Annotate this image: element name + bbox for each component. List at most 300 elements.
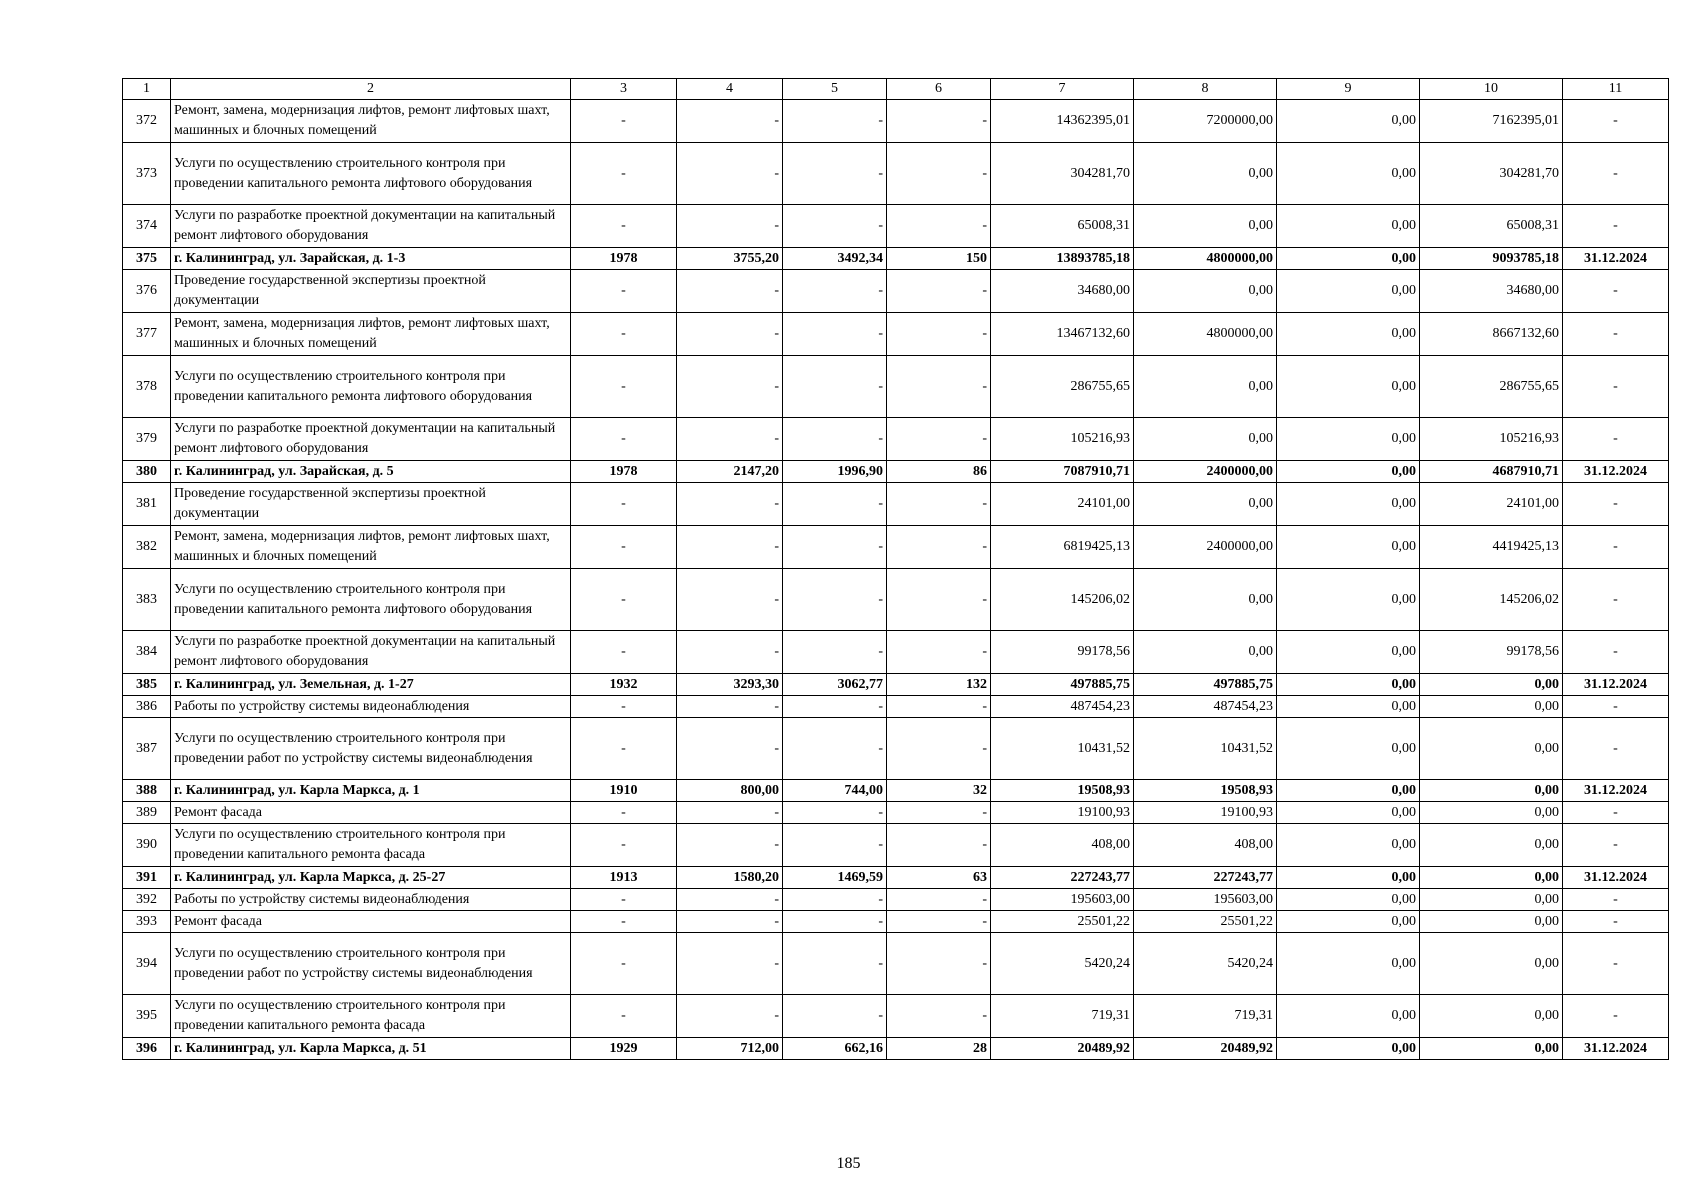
total-cost-cell: 195603,00 [991,889,1134,911]
item-name-cell: г. Калининград, ул. Зарайская, д. 5 [171,461,571,483]
data-table [122,78,1669,1060]
address-row [123,780,1669,802]
living-area-cell: - [783,933,887,995]
year-cell: - [571,995,677,1038]
residents-cell: - [887,995,991,1038]
table-row [123,143,1669,205]
residents-cell: - [887,418,991,461]
total-area-cell: 3755,20 [677,248,783,270]
cost-col9-cell: 0,00 [1277,143,1420,205]
cost-col9-cell: 0,00 [1277,889,1420,911]
year-cell: - [571,933,677,995]
cost-col9-cell: 0,00 [1277,313,1420,356]
year-cell: - [571,356,677,418]
total-cost-cell: 304281,70 [991,143,1134,205]
header-row [123,79,1669,100]
cost-col10-cell: 0,00 [1420,718,1563,780]
item-name-cell: г. Калининград, ул. Карла Маркса, д. 1 [171,780,571,802]
cost-col8-cell: 0,00 [1134,483,1277,526]
year-cell: - [571,802,677,824]
cost-col10-cell: 0,00 [1420,995,1563,1038]
deadline-cell: 31.12.2024 [1563,1038,1669,1060]
deadline-cell: 31.12.2024 [1563,461,1669,483]
cost-col8-cell: 19100,93 [1134,802,1277,824]
year-cell: 1913 [571,867,677,889]
table-row [123,802,1669,824]
cost-col8-cell: 0,00 [1134,205,1277,248]
cost-col9-cell: 0,00 [1277,418,1420,461]
cost-col10-cell: 34680,00 [1420,270,1563,313]
item-name-cell: Услуги по осуществлению строительного контроля при проведении капитального ремонта лифтового оборудования [171,143,571,205]
cost-col8-cell: 0,00 [1134,569,1277,631]
residents-cell: - [887,143,991,205]
total-cost-cell: 6819425,13 [991,526,1134,569]
row-number-cell: 387 [123,718,171,780]
row-number-cell: 373 [123,143,171,205]
table-row [123,933,1669,995]
cost-col9-cell: 0,00 [1277,569,1420,631]
cost-col9-cell: 0,00 [1277,867,1420,889]
year-cell: - [571,483,677,526]
cost-col10-cell: 0,00 [1420,674,1563,696]
year-cell: - [571,143,677,205]
cost-col8-cell: 20489,92 [1134,1038,1277,1060]
table-row [123,995,1669,1038]
row-number-cell: 375 [123,248,171,270]
residents-cell: 28 [887,1038,991,1060]
item-name-cell: Проведение государственной экспертизы проектной документации [171,270,571,313]
total-area-cell: 712,00 [677,1038,783,1060]
residents-cell: - [887,100,991,143]
year-cell: - [571,889,677,911]
cost-col8-cell: 497885,75 [1134,674,1277,696]
cost-col9-cell: 0,00 [1277,933,1420,995]
total-area-cell: - [677,143,783,205]
cost-col10-cell: 0,00 [1420,696,1563,718]
item-name-cell: Услуги по осуществлению строительного контроля при проведении работ по устройству системы видеонаблюдения [171,718,571,780]
residents-cell: - [887,483,991,526]
total-area-cell: - [677,270,783,313]
total-area-cell: 3293,30 [677,674,783,696]
item-name-cell: Ремонт, замена, модернизация лифтов, ремонт лифтовых шахт, машинных и блочных помещений [171,313,571,356]
total-cost-cell: 105216,93 [991,418,1134,461]
row-number-cell: 391 [123,867,171,889]
row-number-cell: 382 [123,526,171,569]
residents-cell: - [887,824,991,867]
total-cost-cell: 13893785,18 [991,248,1134,270]
item-name-cell: Проведение государственной экспертизы проектной документации [171,483,571,526]
total-area-cell: - [677,313,783,356]
page-number: 185 [836,1155,861,1172]
row-number-cell: 379 [123,418,171,461]
total-area-cell: - [677,911,783,933]
table-row [123,911,1669,933]
table-row [123,569,1669,631]
total-cost-cell: 34680,00 [991,270,1134,313]
cost-col10-cell: 65008,31 [1420,205,1563,248]
total-cost-cell: 19100,93 [991,802,1134,824]
year-cell: 1910 [571,780,677,802]
row-number-cell: 380 [123,461,171,483]
row-number-cell: 395 [123,995,171,1038]
residents-cell: 63 [887,867,991,889]
table-row [123,270,1669,313]
deadline-cell: - [1563,696,1669,718]
deadline-cell: - [1563,483,1669,526]
living-area-cell: - [783,205,887,248]
deadline-cell: - [1563,569,1669,631]
total-cost-cell: 19508,93 [991,780,1134,802]
address-row [123,1038,1669,1060]
header-cell: 4 [677,79,783,100]
cost-col8-cell: 719,31 [1134,995,1277,1038]
living-area-cell: 662,16 [783,1038,887,1060]
residents-cell: - [887,933,991,995]
table-row [123,631,1669,674]
residents-cell: - [887,911,991,933]
deadline-cell: - [1563,270,1669,313]
cost-col10-cell: 0,00 [1420,802,1563,824]
year-cell: 1978 [571,461,677,483]
deadline-cell: 31.12.2024 [1563,674,1669,696]
row-number-cell: 384 [123,631,171,674]
cost-col9-cell: 0,00 [1277,696,1420,718]
header-cell: 10 [1420,79,1563,100]
cost-col8-cell: 408,00 [1134,824,1277,867]
year-cell: - [571,569,677,631]
header-cell: 9 [1277,79,1420,100]
living-area-cell: - [783,100,887,143]
total-area-cell: - [677,418,783,461]
residents-cell: - [887,631,991,674]
total-area-cell: - [677,696,783,718]
living-area-cell: - [783,313,887,356]
total-cost-cell: 7087910,71 [991,461,1134,483]
total-area-cell: - [677,802,783,824]
living-area-cell: - [783,995,887,1038]
header-cell: 6 [887,79,991,100]
cost-col9-cell: 0,00 [1277,802,1420,824]
total-area-cell: - [677,205,783,248]
deadline-cell: - [1563,100,1669,143]
table-row [123,356,1669,418]
living-area-cell: - [783,270,887,313]
cost-col8-cell: 2400000,00 [1134,526,1277,569]
living-area-cell: - [783,889,887,911]
total-area-cell: - [677,995,783,1038]
cost-col10-cell: 286755,65 [1420,356,1563,418]
cost-col8-cell: 4800000,00 [1134,248,1277,270]
deadline-cell: - [1563,526,1669,569]
address-row [123,867,1669,889]
cost-col8-cell: 4800000,00 [1134,313,1277,356]
cost-col9-cell: 0,00 [1277,824,1420,867]
row-number-cell: 383 [123,569,171,631]
cost-col10-cell: 0,00 [1420,911,1563,933]
year-cell: - [571,313,677,356]
year-cell: - [571,205,677,248]
total-cost-cell: 497885,75 [991,674,1134,696]
cost-col9-cell: 0,00 [1277,100,1420,143]
cost-col9-cell: 0,00 [1277,718,1420,780]
row-number-cell: 394 [123,933,171,995]
year-cell: - [571,824,677,867]
cost-col10-cell: 105216,93 [1420,418,1563,461]
cost-col8-cell: 5420,24 [1134,933,1277,995]
total-area-cell: - [677,483,783,526]
year-cell: - [571,631,677,674]
cost-col10-cell: 304281,70 [1420,143,1563,205]
deadline-cell: - [1563,995,1669,1038]
row-number-cell: 377 [123,313,171,356]
item-name-cell: Услуги по осуществлению строительного контроля при проведении капитального ремонта фасада [171,995,571,1038]
total-area-cell: - [677,824,783,867]
cost-col9-cell: 0,00 [1277,483,1420,526]
cost-col10-cell: 24101,00 [1420,483,1563,526]
total-cost-cell: 13467132,60 [991,313,1134,356]
total-area-cell: - [677,718,783,780]
row-number-cell: 372 [123,100,171,143]
year-cell: - [571,718,677,780]
total-cost-cell: 145206,02 [991,569,1134,631]
residents-cell: - [887,205,991,248]
item-name-cell: Ремонт фасада [171,911,571,933]
year-cell: 1932 [571,674,677,696]
table-row [123,205,1669,248]
item-name-cell: Услуги по осуществлению строительного контроля при проведении капитального ремонта лифтового оборудования [171,356,571,418]
header-cell: 3 [571,79,677,100]
deadline-cell: 31.12.2024 [1563,867,1669,889]
total-area-cell: - [677,100,783,143]
item-name-cell: Ремонт, замена, модернизация лифтов, ремонт лифтовых шахт, машинных и блочных помещений [171,100,571,143]
residents-cell: - [887,270,991,313]
living-area-cell: - [783,483,887,526]
living-area-cell: 744,00 [783,780,887,802]
cost-col9-cell: 0,00 [1277,780,1420,802]
total-cost-cell: 20489,92 [991,1038,1134,1060]
item-name-cell: Услуги по разработке проектной документации на капитальный ремонт лифтового оборудования [171,205,571,248]
row-number-cell: 376 [123,270,171,313]
deadline-cell: 31.12.2024 [1563,780,1669,802]
residents-cell: - [887,313,991,356]
cost-col9-cell: 0,00 [1277,270,1420,313]
deadline-cell: - [1563,143,1669,205]
deadline-cell: - [1563,418,1669,461]
cost-col9-cell: 0,00 [1277,1038,1420,1060]
table-row [123,824,1669,867]
item-name-cell: г. Калининград, ул. Зарайская, д. 1-3 [171,248,571,270]
item-name-cell: г. Калининград, ул. Карла Маркса, д. 25-27 [171,867,571,889]
total-cost-cell: 5420,24 [991,933,1134,995]
row-number-cell: 393 [123,911,171,933]
living-area-cell: - [783,526,887,569]
cost-col10-cell: 0,00 [1420,780,1563,802]
cost-col9-cell: 0,00 [1277,674,1420,696]
living-area-cell: 3492,34 [783,248,887,270]
cost-col8-cell: 227243,77 [1134,867,1277,889]
living-area-cell: 1469,59 [783,867,887,889]
cost-col9-cell: 0,00 [1277,461,1420,483]
item-name-cell: Услуги по разработке проектной документации на капитальный ремонт лифтового оборудования [171,418,571,461]
header-cell: 5 [783,79,887,100]
residents-cell: - [887,569,991,631]
table-row [123,889,1669,911]
item-name-cell: Услуги по разработке проектной документации на капитальный ремонт лифтового оборудования [171,631,571,674]
item-name-cell: г. Калининград, ул. Земельная, д. 1-27 [171,674,571,696]
cost-col9-cell: 0,00 [1277,248,1420,270]
address-row [123,461,1669,483]
total-cost-cell: 286755,65 [991,356,1134,418]
total-area-cell: 800,00 [677,780,783,802]
table-row [123,696,1669,718]
residents-cell: 86 [887,461,991,483]
total-cost-cell: 487454,23 [991,696,1134,718]
table-row [123,313,1669,356]
table-row [123,100,1669,143]
cost-col8-cell: 487454,23 [1134,696,1277,718]
total-cost-cell: 408,00 [991,824,1134,867]
living-area-cell: 1996,90 [783,461,887,483]
cost-col9-cell: 0,00 [1277,205,1420,248]
cost-col10-cell: 99178,56 [1420,631,1563,674]
total-area-cell: 1580,20 [677,867,783,889]
cost-col10-cell: 9093785,18 [1420,248,1563,270]
cost-col8-cell: 0,00 [1134,143,1277,205]
residents-cell: 32 [887,780,991,802]
residents-cell: - [887,526,991,569]
residents-cell: 132 [887,674,991,696]
row-number-cell: 389 [123,802,171,824]
year-cell: - [571,100,677,143]
cost-col8-cell: 7200000,00 [1134,100,1277,143]
total-cost-cell: 14362395,01 [991,100,1134,143]
residents-cell: - [887,696,991,718]
total-cost-cell: 10431,52 [991,718,1134,780]
living-area-cell: - [783,356,887,418]
cost-col8-cell: 2400000,00 [1134,461,1277,483]
year-cell: 1978 [571,248,677,270]
cost-col10-cell: 4687910,71 [1420,461,1563,483]
address-row [123,674,1669,696]
cost-col8-cell: 19508,93 [1134,780,1277,802]
total-area-cell: - [677,356,783,418]
deadline-cell: - [1563,802,1669,824]
living-area-cell: - [783,418,887,461]
year-cell: - [571,696,677,718]
header-cell: 2 [171,79,571,100]
cost-col9-cell: 0,00 [1277,911,1420,933]
cost-col8-cell: 10431,52 [1134,718,1277,780]
deadline-cell: - [1563,313,1669,356]
item-name-cell: Услуги по осуществлению строительного контроля при проведении работ по устройству системы видеонаблюдения [171,933,571,995]
row-number-cell: 385 [123,674,171,696]
cost-col10-cell: 0,00 [1420,889,1563,911]
table-row [123,483,1669,526]
cost-col10-cell: 145206,02 [1420,569,1563,631]
table-row [123,418,1669,461]
cost-col10-cell: 0,00 [1420,867,1563,889]
total-cost-cell: 65008,31 [991,205,1134,248]
year-cell: - [571,270,677,313]
deadline-cell: - [1563,631,1669,674]
row-number-cell: 390 [123,824,171,867]
header-cell: 1 [123,79,171,100]
deadline-cell: - [1563,911,1669,933]
row-number-cell: 388 [123,780,171,802]
total-area-cell: - [677,933,783,995]
row-number-cell: 392 [123,889,171,911]
living-area-cell: 3062,77 [783,674,887,696]
total-area-cell: - [677,631,783,674]
cost-col9-cell: 0,00 [1277,631,1420,674]
living-area-cell: - [783,696,887,718]
total-cost-cell: 227243,77 [991,867,1134,889]
residents-cell: - [887,889,991,911]
cost-col8-cell: 195603,00 [1134,889,1277,911]
residents-cell: 150 [887,248,991,270]
living-area-cell: - [783,802,887,824]
cost-col9-cell: 0,00 [1277,526,1420,569]
deadline-cell: - [1563,205,1669,248]
header-cell: 11 [1563,79,1669,100]
cost-col8-cell: 25501,22 [1134,911,1277,933]
item-name-cell: Услуги по осуществлению строительного контроля при проведении капитального ремонта лифтового оборудования [171,569,571,631]
header-cell: 8 [1134,79,1277,100]
item-name-cell: Работы по устройству системы видеонаблюдения [171,889,571,911]
living-area-cell: - [783,911,887,933]
total-area-cell: - [677,889,783,911]
total-area-cell: - [677,526,783,569]
row-number-cell: 374 [123,205,171,248]
cost-col8-cell: 0,00 [1134,631,1277,674]
row-number-cell: 381 [123,483,171,526]
row-number-cell: 396 [123,1038,171,1060]
cost-col10-cell: 0,00 [1420,1038,1563,1060]
item-name-cell: Ремонт фасада [171,802,571,824]
year-cell: 1929 [571,1038,677,1060]
cost-col8-cell: 0,00 [1134,270,1277,313]
year-cell: - [571,911,677,933]
total-cost-cell: 99178,56 [991,631,1134,674]
living-area-cell: - [783,824,887,867]
deadline-cell: - [1563,356,1669,418]
residents-cell: - [887,718,991,780]
total-cost-cell: 719,31 [991,995,1134,1038]
table-row [123,526,1669,569]
total-area-cell: 2147,20 [677,461,783,483]
deadline-cell: - [1563,718,1669,780]
item-name-cell: Услуги по осуществлению строительного контроля при проведении капитального ремонта фасада [171,824,571,867]
year-cell: - [571,418,677,461]
cost-col10-cell: 0,00 [1420,933,1563,995]
row-number-cell: 378 [123,356,171,418]
cost-col10-cell: 0,00 [1420,824,1563,867]
header-cell: 7 [991,79,1134,100]
living-area-cell: - [783,718,887,780]
address-row [123,248,1669,270]
cost-col9-cell: 0,00 [1277,995,1420,1038]
cost-col9-cell: 0,00 [1277,356,1420,418]
item-name-cell: г. Калининград, ул. Карла Маркса, д. 51 [171,1038,571,1060]
cost-col8-cell: 0,00 [1134,356,1277,418]
living-area-cell: - [783,569,887,631]
deadline-cell: - [1563,824,1669,867]
item-name-cell: Ремонт, замена, модернизация лифтов, ремонт лифтовых шахт, машинных и блочных помещений [171,526,571,569]
cost-col10-cell: 7162395,01 [1420,100,1563,143]
deadline-cell: 31.12.2024 [1563,248,1669,270]
item-name-cell: Работы по устройству системы видеонаблюдения [171,696,571,718]
row-number-cell: 386 [123,696,171,718]
